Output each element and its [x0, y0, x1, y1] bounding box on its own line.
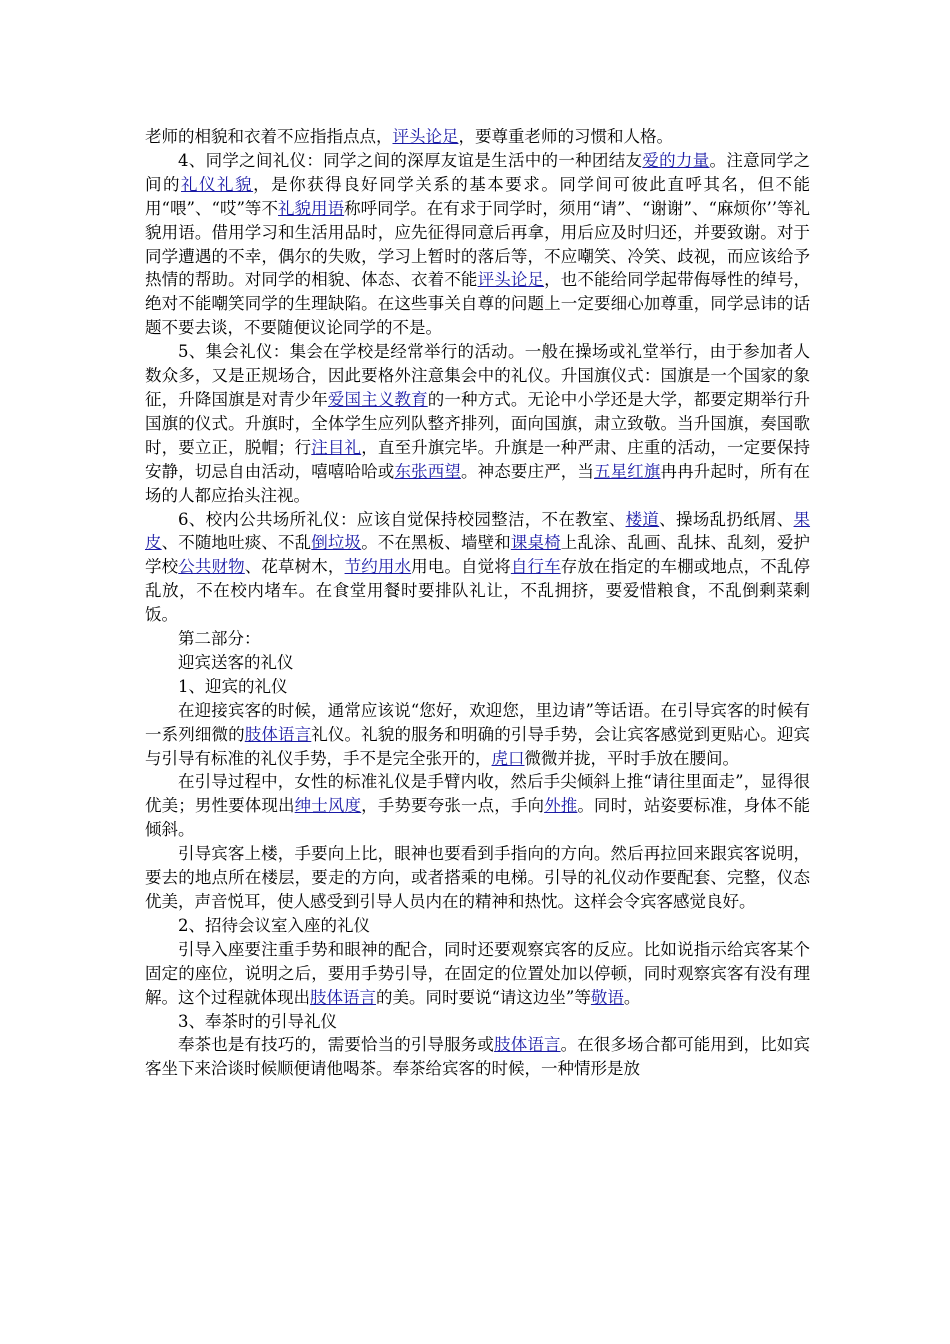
term-link[interactable]: 评头论足	[477, 270, 545, 290]
text-run: 4、同学之间礼仪：同学之间的深厚友谊是生活中的一种团结友	[178, 150, 643, 170]
term-link[interactable]: 绅士风度	[294, 796, 362, 816]
text-run: 5、集会礼仪：集会在学校是经常举行的活动。一般在操场或礼堂举行，由于参加者人数众多，又是正规场合，因此要格外注意集会中的礼仪。升国旗仪式：国旗是一个国家的象征，升降国旗是对青少年	[145, 342, 810, 409]
text-run: ，手势要夸张一点，手向	[361, 796, 545, 816]
paragraph	[145, 938, 810, 1010]
text-run: 礼仪。礼貌的服务和明确的引导手势，会让宾客感觉到更贴心。迎宾与引导有标准的礼仪手势，手不是完全张开的，	[145, 724, 811, 768]
text-run: ，是你获得良好同学关系的基本要求。同学间可彼此直呼其名，但不能用“喂”、“哎”等不	[145, 174, 811, 218]
paragraph	[145, 1033, 810, 1081]
term-link[interactable]: 爱的力量	[642, 150, 710, 170]
text-run: 3、奉茶时的引导礼仪	[178, 1011, 337, 1031]
term-link[interactable]: 节约用水	[344, 557, 412, 577]
text-run: 。不在黑板、墙壁和	[361, 533, 511, 553]
term-link[interactable]: 礼仪礼貌	[181, 174, 254, 194]
paragraph	[145, 340, 810, 507]
term-link[interactable]: 虎口	[491, 748, 525, 768]
text-run: 。同时，站姿要标准，身体不能倾斜。	[145, 796, 811, 840]
text-run: 引导宾客上楼，手要向上比，眼神也要看到手指向的方向。然后再拉回来跟宾客说明，要去的地点所在楼层，要走的方向，或者搭乘的电梯。引导的礼仪动作要配套、完整，仪态优美，声音悦耳，使人感受到引导人员内在的精神和热忱。这样会令宾客感觉良好。	[145, 844, 810, 911]
text-run: 。神态要庄严，当	[460, 461, 594, 481]
text-run: 在迎接宾客的时候，通常应该说“您好，欢迎您，里边请”等话语。在引导宾客的时候有一系列细微的	[145, 700, 810, 744]
term-link[interactable]: 礼貌用语	[278, 198, 345, 218]
paragraph	[145, 508, 810, 628]
paragraph	[145, 770, 810, 842]
text-run: 2、招待会议室入座的礼仪	[178, 915, 370, 935]
text-run: 上乱涂、乱画、乱抹、乱刻，爱护学校	[145, 533, 811, 577]
text-run: ，也不能给同学起带侮辱性的绰号，绝对不能嘲笑同学的生理缺陷。在这些事关自尊的问题上一定要细心加尊重，同学忌讳的话题不要去谈，不要随便议论同学的不是。	[145, 270, 811, 338]
term-link[interactable]: 楼道	[625, 509, 660, 529]
term-link[interactable]: 外推	[544, 796, 578, 816]
paragraph	[145, 842, 810, 914]
term-link[interactable]: 果皮	[145, 509, 811, 553]
term-link[interactable]: 公共财物	[178, 557, 245, 577]
text-run: 在引导过程中，女性的标准礼仪是手臂内收，然后手尖倾斜上推“请往里面走”，显得很优美；男性要体现出	[145, 772, 810, 816]
term-link[interactable]: 五星红旗	[593, 461, 661, 481]
paragraph	[145, 627, 810, 651]
text-run: 迎宾送客的礼仪	[178, 652, 294, 672]
term-link[interactable]: 倒垃圾	[311, 533, 362, 553]
text-run: 微微并拢，平时手放在腰间。	[524, 748, 739, 768]
term-link[interactable]: 自行车	[510, 557, 561, 577]
text-run: 称呼同学。在有求于同学时，须用“请”、“谢谢”、“麻烦你’’等礼貌用语。借用学习和生活用品时，应先征得同意后再拿，用后应及时归还，并要致谢。对于同学遭遇的不幸，偶尔的失败，学习上暂时的落后等，不应嘲笑、冷笑、歧视，而应该给予热情的帮助。对同学的相貌、体态、衣着不能	[145, 198, 811, 290]
document-body	[145, 125, 810, 1081]
text-run: 6、校内公共场所礼仪：应该自觉保持校园整洁，不在教室、	[178, 509, 626, 529]
text-run: 奉茶也是有技巧的，需要恰当的引导服务或	[178, 1035, 495, 1055]
paragraph	[145, 914, 810, 938]
paragraph	[145, 675, 810, 699]
text-run: 、花草树木，	[244, 557, 345, 577]
term-link[interactable]: 肢体语言	[310, 987, 376, 1007]
text-run: 的一种方式。无论中小学还是大学，都要定期举行升国旗的仪式。升旗时，全体学生应列队整齐排列，面向国旗，肃立致敬。当升国旗，奏国歌时，要立正，脱帽；行	[145, 389, 811, 457]
text-run: 。	[623, 987, 641, 1007]
text-run: 引导入座要注重手势和眼神的配合，同时还要观察宾客的反应。比如说指示给宾客某个固定的座位，说明之后，要用手势引导，在固定的位置处加以停顿，同时观察宾客有没有理解。这个过程就体现出	[145, 939, 810, 1007]
paragraph	[145, 699, 810, 771]
text-run: 、不随地吐痰、不乱	[161, 533, 312, 553]
text-run: 老师的相貌和衣着不应指指点点，	[145, 127, 393, 146]
term-link[interactable]: 肢体语言	[494, 1035, 561, 1055]
paragraph	[145, 149, 810, 340]
text-run: 的美。同时要说“请这边坐”等	[376, 987, 591, 1007]
paragraph	[145, 125, 810, 149]
term-link[interactable]: 肢体语言	[244, 724, 312, 744]
term-link[interactable]: 课桌椅	[510, 533, 561, 553]
term-link[interactable]: 评头论足	[392, 127, 459, 146]
text-run: ，要尊重老师的习惯和人格。	[458, 127, 673, 146]
text-run: 。在很多场合都可能用到，比如宾客坐下来洽谈时候顺便请他喝茶。奉茶给宾客的时候，一种情形是放	[145, 1035, 811, 1079]
paragraph	[145, 1010, 810, 1034]
text-run: 用电。自觉将	[411, 557, 511, 577]
term-link[interactable]: 敬语	[590, 987, 624, 1007]
text-run: 冉冉升起时，所有在场的人都应抬头注视。	[145, 461, 811, 505]
text-run: 第二部分：	[178, 629, 261, 649]
text-run: 。注意同学之间的	[145, 150, 811, 194]
text-run: ，直至升旗完毕。升旗是一种严肃、庄重的活动，一定要保持安静，切忌自由活动，嘻嘻哈哈或	[145, 437, 811, 481]
term-link[interactable]: 注目礼	[311, 437, 362, 457]
term-link[interactable]: 爱国主义教育	[327, 389, 428, 409]
text-run: 、操场乱扔纸屑、	[659, 509, 794, 529]
paragraph	[145, 651, 810, 675]
text-run: 存放在指定的车棚或地点，不乱停乱放，不在校内堵车。在食堂用餐时要排队礼让，不乱拥挤，要爱惜粮食，不乱倒剩菜剩饭。	[145, 557, 811, 625]
term-link[interactable]: 东张西望	[394, 461, 461, 481]
text-run: 1、迎宾的礼仪	[178, 676, 288, 696]
